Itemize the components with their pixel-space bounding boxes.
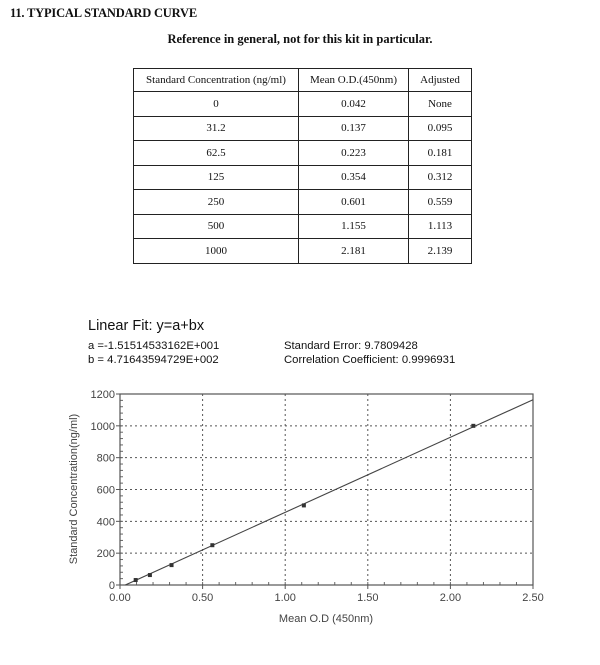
table-cell: 0.601: [299, 190, 409, 215]
axis-ticks: [116, 394, 533, 589]
table-cell: 0.559: [409, 190, 472, 215]
column-header: Standard Concentration (ng/ml): [134, 69, 299, 92]
y-tick-label: 600: [96, 484, 115, 497]
y-tick-label: 0: [108, 580, 115, 592]
table-cell: None: [409, 92, 472, 117]
data-point: [302, 503, 306, 507]
standard-error: Standard Error: 9.7809428: [284, 340, 418, 352]
fit-title: Linear Fit: y=a+bx: [88, 318, 205, 334]
x-tick-label: 0.00: [109, 592, 131, 604]
x-tick-label: 1.00: [274, 592, 296, 604]
table-cell: 0.223: [299, 141, 409, 166]
table-cell: 1.155: [299, 214, 409, 239]
y-tick-label: 1200: [90, 389, 115, 401]
column-header: Mean O.D.(450nm): [299, 69, 409, 92]
section-title: 11. TYPICAL STANDARD CURVE: [10, 6, 197, 20]
table-cell: 0.042: [299, 92, 409, 117]
y-tick-label: 800: [96, 452, 115, 465]
table-cell: 31.2: [134, 116, 299, 141]
table-cell: 0.181: [409, 141, 472, 166]
tick-labels: [91, 389, 544, 604]
table-cell: 250: [134, 190, 299, 215]
data-point: [134, 578, 138, 582]
x-tick-label: 0.50: [191, 592, 214, 604]
x-axis-title: Mean O.D (450nm): [278, 613, 374, 625]
grid-lines: [120, 394, 533, 585]
table-cell: 2.139: [409, 239, 472, 264]
data-point: [471, 424, 475, 428]
fit-coefficient-a: a =-1.51514533162E+001: [88, 340, 220, 352]
table-cell: 0.312: [409, 165, 472, 190]
correlation-coefficient: Correlation Coefficient: 0.9996931: [284, 354, 456, 366]
y-tick-label: 400: [96, 516, 115, 529]
table-cell: 125: [134, 165, 299, 190]
table-cell: 62.5: [134, 141, 299, 166]
table-cell: 0.137: [299, 116, 409, 141]
table-cell: 0: [134, 92, 299, 117]
table-cell: 0.354: [299, 165, 409, 190]
x-tick-label: 1.50: [357, 592, 379, 604]
table-cell: 0.095: [409, 116, 472, 141]
subtitle: Reference in general, not for this kit in particular.: [167, 32, 433, 46]
x-tick-label: 2.00: [439, 592, 462, 604]
y-tick-label: 1000: [90, 420, 115, 433]
y-axis-title: Standard Concentration(ng/ml): [68, 413, 80, 565]
y-tick-label: 200: [96, 548, 115, 561]
table-cell: 500: [134, 214, 299, 239]
column-header: Adjusted: [409, 69, 472, 92]
data-point: [210, 543, 214, 547]
data-point: [170, 563, 174, 567]
data-point: [148, 573, 152, 577]
x-tick-label: 2.50: [522, 592, 544, 604]
table-cell: 1000: [134, 239, 299, 264]
table-cell: 1.113: [409, 214, 472, 239]
table-cell: 2.181: [299, 239, 409, 264]
fit-coefficient-b: b = 4.71643594729E+002: [88, 354, 219, 366]
